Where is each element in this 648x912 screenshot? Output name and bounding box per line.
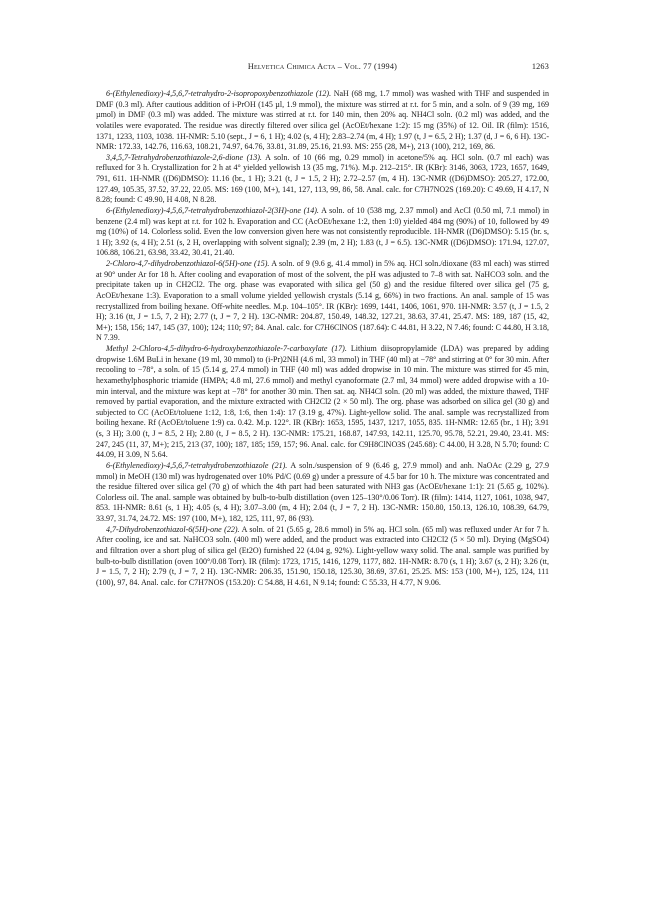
- paragraph-body: A soln./suspension of 9 (6.46 g, 27.9 mmol) and anh. NaOAc (2.29 g, 27.9 mmol) in MeOH (130 ml) was hydrogenated over 10% Pd/C (0.69 g) under a pressure of 4.5 bar for 10 h. The mixture was concentrated and the residue filtered over silica gel (70 g) of which the 4th part had been saturated with NH3 gas (AcOEt/hexane 1:1): 21 (5.65 g, 102%). Colorless oil. The anal. sample was obtained by bulb-to-bulb distillation (oven 125–130°/0.06 Torr). IR (film): 1414, 1127, 1061, 1038, 947, 853. 1H-NMR: 8.61 (s, 1 H); 4.05 (s, 4 H); 3.07–3.00 (m, 4 H); 2.04 (t, J = 7, 2 H). 13C-NMR: 150.80, 150.13, 126.10, 108.39, 64.79, 33.97, 31.74, 24.72. MS: 197 (100, M+), 182, 125, 111, 97, 86 (93).: [96, 460, 550, 523]
- paragraph-body: NaH (68 mg, 1.7 mmol) was washed with THF and suspended in DMF (0.3 ml). After cautious addition of i-PrOH (145 µl, 1.9 mmol), the mixture was stirred at r.t. for 5 min, and a soln. of 9 (39 mg, 169 µmol) in DMF (0.3 ml) was added. The mixture was stirred at r.t. for 140 min, then 20% aq. NH4Cl soln. (0.2 ml) was added, and the volatiles were evaporated. The residue was directly filtered over silica gel (AcOEt/hexane 1:2): 15 mg (35%) of 12. Oil. IR (film): 1516, 1371, 1233, 1103, 1038. 1H-NMR: 5.10 (sept., J = 6, 1 H); 4.02 (s, 4 H); 2.83–2.74 (m, 4 H); 1.97 (t, J = 6.5, 2 H); 1.37 (d, J = 6, 6 H). 13C-NMR: 172.33, 142.76, 116.63, 108.21, 74.97, 64.76, 33.81, 31.89, 25.16, 21.93. MS: 255 (28, M+), 213 (100), 212, 169, 86.: [96, 89, 549, 152]
- compound-title: 2-Chloro-4,7-dihydrobenzothiazol-6(5H)-one (15).: [106, 259, 270, 268]
- paragraph-compound-14: [96, 206, 549, 259]
- journal-title: Helvetica Chimica Acta – Vol. 77 (1994): [247, 62, 398, 71]
- paragraph-body: A soln. of 10 (538 mg, 2.37 mmol) and AcCl (0.50 ml, 7.1 mmol) in benzene (2.4 ml) was kept at r.t. for 102 h. Evaporation and CC (AcOEt/hexane 1:2, then 1:0) yielded 484 mg (90%) of 10, followed by 49 mg (10%) of 14. Colorless solid. Even the low conversion given here was not consistently reproducible. 1H-NMR ((D6)DMSO): 5.15 (br. s, 1 H); 3.92 (s, 4 H); 2.51 (s, 2 H, overlapping with solvent signal); 2.39 (m, 2 H); 1.83 (t, J = 6.5). 13C-NMR ((D6)DMSO): 171.94, 127.07, 106.88, 106.21, 63.98, 33.42, 30.41, 21.40.: [96, 205, 549, 258]
- paragraph-body: A soln. of 21 (5.65 g, 28.6 mmol) in 5% aq. HCl soln. (65 ml) was refluxed under Ar for 7 h. After cooling, ice and sat. NaHCO3 soln. (400 ml) were added, and the product was extracted into CH2Cl2 (5 × 50 ml). Drying (MgSO4) and filtration over a short plug of silica gel (Et2O) furnished 22 (4.04 g, 92%). Light-yellow waxy solid. The anal. sample was purified by bulb-to-bulb distillation (oven 100°/0.08 Torr). IR (film): 1723, 1715, 1416, 1279, 1177, 882. 1H-NMR: 8.70 (s, 1 H); 3.67 (s, 2 H); 3.26 (tt, J = 1.5, 7, 2 H); 2.79 (t, J = 7, 2 H). 13C-NMR: 206.35, 151.90, 150.18, 125.30, 38.69, 37.61, 25.25. MS: 153 (100, M+), 125, 124, 111 (100), 97, 84. Anal. calc. for C7H7NOS (153.20): C 54.88, H 4.61, N 9.14; found: C 55.33, H 4.77, N 9.06.: [96, 524, 549, 587]
- compound-title: Methyl 2-Chloro-4,5-dihydro-6-hydroxybenzothiazole-7-carboxylate (17).: [106, 344, 347, 353]
- paragraph-compound-15: [96, 259, 549, 344]
- paragraph-body: A soln. of 9 (9.6 g, 41.4 mmol) in 5% aq. HCl soln./dioxane (83 ml each) was stirred at 90° under Ar for 18 h. After cooling and evaporation of most of the solvent, the pH was adjusted to 7–8 with sat. NaHCO3 soln. and the precipitate taken up in CH2Cl2. The org. phase was evaporated with silica gel (50 g) and the residue filtered over silica gel (75 g, AcOEt/hexane 1:3). Evaporation to a small volume yielded yellowish crystals (5.14 g, 66%) in two fractions. An anal. sample of 15 was recrystallized from boiling hexane. Off-white needles. M.p. 104–105°. IR (KBr): 1699, 1441, 1406, 1061, 970. 1H-NMR: 3.57 (t, J = 1.5, 2 H); 3.16 (tt, J = 1.5, 7, 2 H); 2.77 (t, J = 7, 2 H). 13C-NMR: 204.87, 150.49, 148.32, 127.21, 38.63, 37.41, 25.47. MS: 189, 187 (15, 42, M+); 158, 156; 147, 145 (37, 100); 124; 110; 97; 84. Anal. calc. for C7H6ClNOS (187.64): C 44.81, H 3.22, N 7.46; found: C 44.80, H 3.18, N 7.39.: [96, 259, 549, 343]
- paragraph-body: Lithium diisopropylamide (LDA) was prepared by adding dropwise 1.6M BuLi in hexane (19 ml, 30 mmol) to (i-Pr)2NH (4.6 ml, 33 mmol) in THF (40 ml) at −78° and stirring at 0° for 30 min. After recooling to −78°, a soln. of 15 (5.14 g, 27.4 mmol) in THF (40 ml) was added dropwise in 10 min. The mixture was stirred for 45 min, hexamethylphosphoric triamide (HMPA; 4.8 ml, 27.6 mmol) and methyl cyanoformate (2.7 ml, 34 mmol) were added dropwise with a 10-min interval, and the mixture was kept at −78° for another 30 min. Then sat. aq. NH4Cl soln. (20 ml) was added, the mixture thawed, THF removed by partial evaporation, and the mixture extracted with CH2Cl2 (2 × 50 ml). The org. phase was adsorbed on silica gel (30 g) and subjected to CC (AcOEt/toluene 1:12, 1:8, 1:6, then 1:4): 17 (3.19 g, 47%). Light-yellow solid. The anal. sample was recrystallized from boiling hexane. Rf (AcOEt/toluene 1:9) ca. 0.42. M.p. 122°. IR (KBr): 1653, 1595, 1437, 1217, 1055, 835. 1H-NMR: 12.65 (br., 1 H); 3.91 (s, 3 H); 3.00 (t, J = 8.5, 2 H); 2.80 (t, J = 8.5, 2 H). 13C-NMR: 175.21, 168.87, 147.93, 142.11, 125.70, 95.78, 52.21, 29.40, 23.41. MS: 247, 245 (11, 37, M+); 215, 213 (37, 100); 187, 185; 159, 157; 96. Anal. calc. for C9H8ClNO3S (245.68): C 44.00, H 3.28, N 5.70; found: C 44.09, H 3.09, N 5.64.: [96, 344, 549, 460]
- paragraph-compound-12: [96, 89, 549, 153]
- compound-title: 6-(Ethylenedioxy)-4,5,6,7-tetrahydrobenzothiazol-2(3H)-one (14).: [106, 205, 319, 215]
- paragraph-compound-13: [96, 153, 549, 206]
- compound-title: 4,7-Dihydrobenzothiazol-6(5H)-one (22).: [106, 524, 240, 534]
- compound-title: 6-(Ethylenedioxy)-4,5,6,7-tetrahydro-2-isopropoxybenzothiazole (12).: [106, 89, 332, 98]
- running-header: [96, 62, 549, 76]
- compound-title: 3,4,5,7-Tetrahydrobenzothiazole-2,6-dione (13).: [106, 152, 262, 162]
- journal-page: [96, 62, 549, 588]
- page-number: 1263: [531, 62, 549, 71]
- compound-title: 6-(Ethylenedioxy)-4,5,6,7-tetrahydrobenzothiazole (21).: [106, 460, 288, 470]
- paragraph-body: A soln. of 10 (66 mg, 0.29 mmol) in acetone/5% aq. HCl soln. (0.7 ml each) was refluxed for 3 h. Crystallization for 2 h at 4° yielded yellowish 13 (35 mg, 71%). M.p. 212–215°. IR (KBr): 3146, 3063, 1723, 1657, 1649, 791, 611. 1H-NMR ((D6)DMSO): 11.16 (br., 1 H); 3.21 (t, J = 1.5, 2 H); 2.72–2.57 (m, 4 H). 13C-NMR ((D6)DMSO): 205.27, 172.00, 127.49, 105.35, 37.52, 37.22, 22.05. MS: 169 (100, M+), 141, 127, 113, 99, 86, 58. Anal. calc. for C7H7NO2S (169.20): C 49.69, H 4.17, N 8.28; found: C 49.90, H 4.08, N 8.28.: [96, 152, 549, 205]
- experimental-section: [96, 89, 549, 588]
- paragraph-compound-22: [96, 525, 549, 589]
- paragraph-compound-21: [96, 461, 549, 525]
- paragraph-compound-17: [96, 344, 549, 461]
